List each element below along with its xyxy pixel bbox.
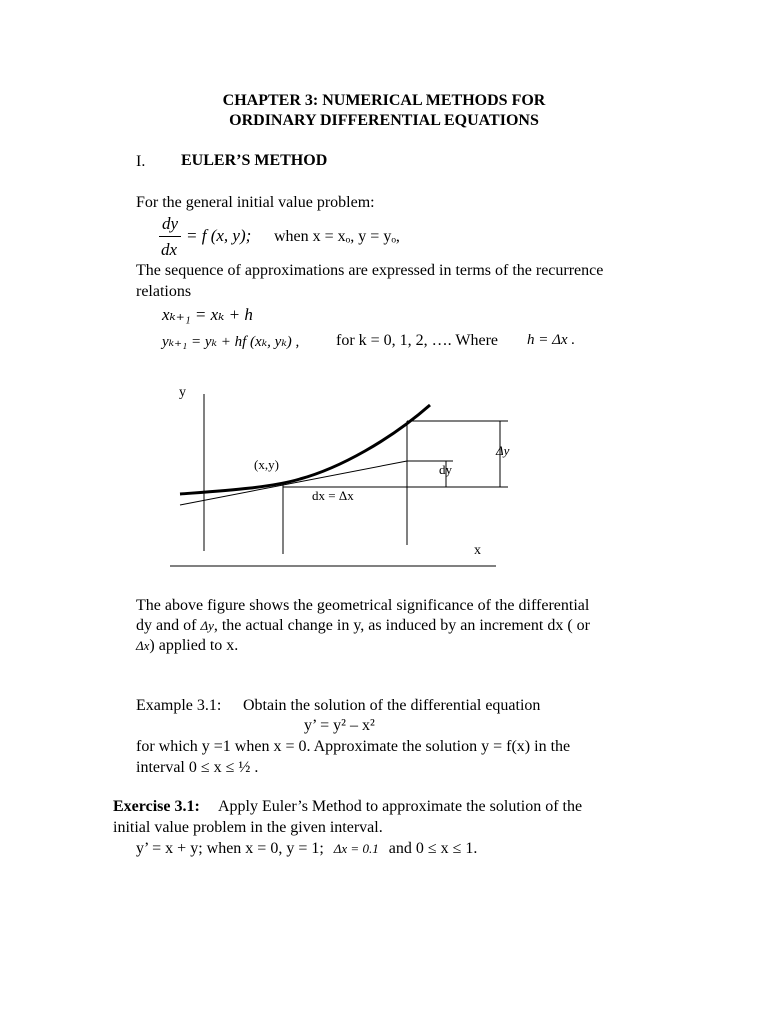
caption-line2 [136,617,590,635]
figure-dy-label: dy [439,462,452,477]
example-text: Obtain the solution of the differential equation [243,697,541,714]
sequence-text-line1: The sequence of approximations are expressed in terms of the recurrence [136,262,604,279]
exercise-text: Apply Euler’s Method to approximate the solution of the [218,798,583,815]
chapter-title-line2: ORDINARY DIFFERENTIAL EQUATIONS [229,112,539,129]
caption-delta-x: Δx [136,638,150,653]
ode-numerator: dy [162,214,179,233]
caption-line3-end: ) applied to x. [149,637,239,654]
recurrence-x: xₖ₊₁ = xₖ + h [162,305,253,324]
ode-denominator: dx [161,240,178,259]
ode-condition: when x = xₒ, y = yₒ, [274,228,400,245]
figure-point-label: (x,y) [254,457,279,472]
caption-line2-start: dy and of [136,617,201,634]
figure-dx-label: dx = Δx [312,488,354,503]
exercise-line3 [136,840,477,858]
section-heading: EULER’S METHOD [181,152,328,169]
figure-y-axis-label: y [179,385,186,400]
caption-delta-y: Δy [200,618,214,633]
caption-line3 [136,637,238,655]
exercise-line3-start: y’ = x + y; when x = 0, y = 1; [136,840,324,857]
example-label: Example 3.1: [136,697,222,714]
example-equation: y’ = y² – x² [304,717,375,734]
exercise-line2: initial value problem in the given interval. [113,819,383,836]
exercise-line3-end: and 0 ≤ x ≤ 1. [388,840,478,857]
recurrence-for-k: for k = 0, 1, 2, …. Where [336,332,499,349]
recurrence-y: yₖ₊₁ = yₖ + hf (xₖ, yₖ) , [162,334,300,350]
example-line3: for which y =1 when x = 0. Approximate the solution y = f(x) in the [136,738,571,755]
example-line4: interval 0 ≤ x ≤ ½ . [136,759,259,776]
recurrence-h-def: h = Δx . [527,332,576,348]
ode-rhs-text: = f (x, y); [186,226,252,245]
chapter-title-line1: CHAPTER 3: NUMERICAL METHODS FOR [222,92,546,109]
caption-line2-end: , the actual change in y, as induced by an increment dx ( or [213,617,590,634]
exercise-label: Exercise 3.1: [113,798,200,815]
section-number: I. [136,153,146,170]
intro-text: For the general initial value problem: [136,194,375,211]
figure-delta-y-label: Δy [496,443,510,458]
sequence-text-line2: relations [136,283,192,300]
tangent-line [180,461,407,505]
exercise-dx: Δx = 0.1 [333,841,379,856]
figure-x-axis-label: x [474,543,481,558]
caption-line1: The above figure shows the geometrical significance of the differential [136,597,590,614]
